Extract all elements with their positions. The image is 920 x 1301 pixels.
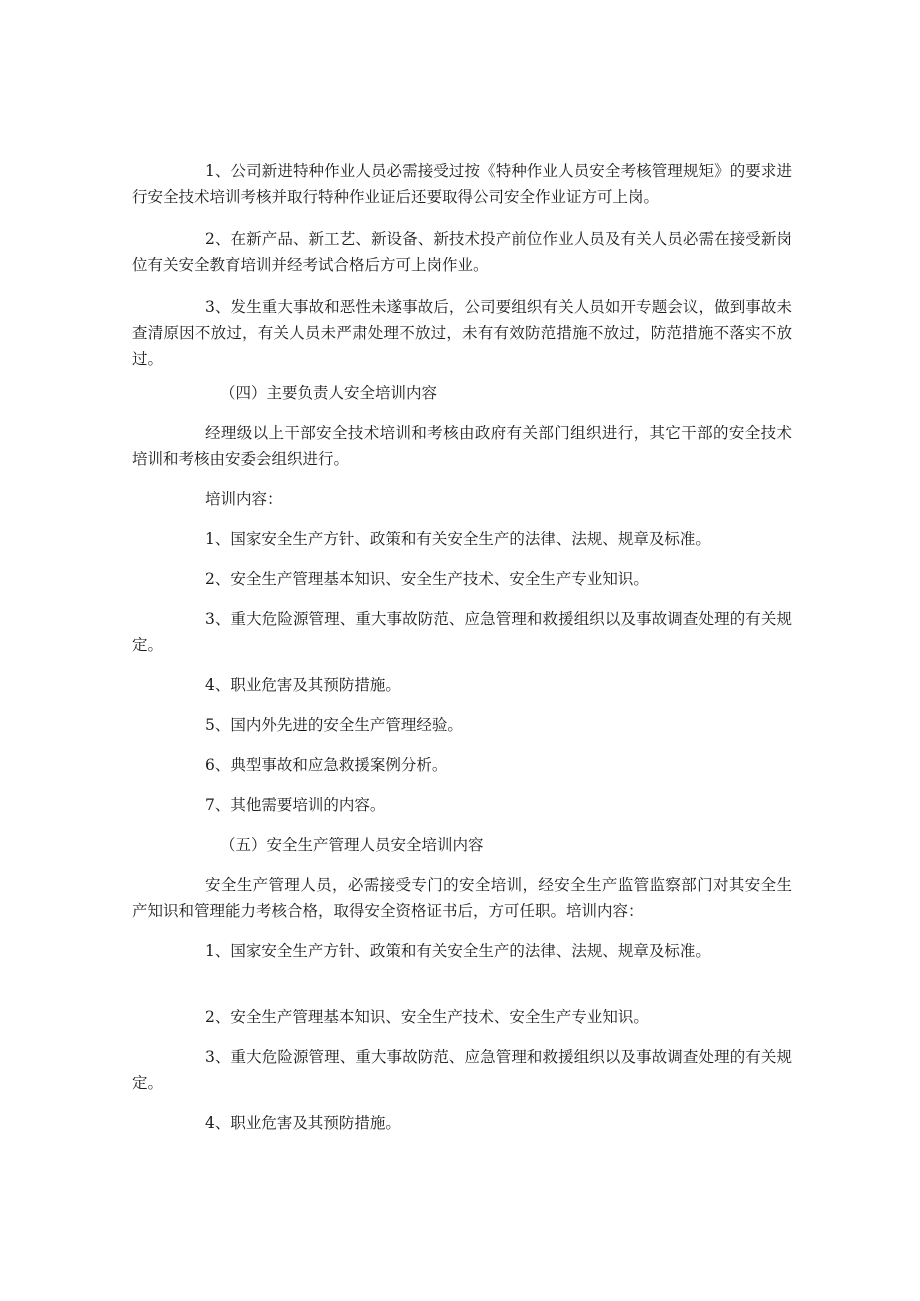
section-four-intro: 经理级以上干部安全技术培训和考核由政府有关部门组织进行，其它干部的安全技术培训和考核由安委会组织进行。 [132,424,792,468]
section-four-item-4: 4、职业危害及其预防措施。 [205,676,401,694]
section-four-item-2: 2、安全生产管理基本知识、安全生产技术、安全生产专业知识。 [205,570,649,588]
section-four-content-label: 培训内容： [205,490,283,508]
section-five-item-3: 3、重大危险源管理、重大事故防范、应急管理和救援组织以及事故调查处理的有关规定。 [132,1048,792,1092]
paragraph-s3-item-2: 2、在新产品、新工艺、新设备、新技术投产前位作业人员及有关人员必需在接受新岗位有关安全教育培训并经考试合格后方可上岗作业。 [132,230,792,274]
section-five-intro: 安全生产管理人员，必需接受专门的安全培训，经安全生产监管监察部门对其安全生产知识和管理能力考核合格，取得安全资格证书后，方可任职。培训内容： [132,876,792,920]
section-four-item-1: 1、国家安全生产方针、政策和有关安全生产的法律、法规、规章及标准。 [205,530,711,548]
section-five-item-1: 1、国家安全生产方针、政策和有关安全生产的法律、法规、规章及标准。 [205,942,711,960]
section-five-item-4: 4、职业危害及其预防措施。 [205,1114,401,1132]
section-four-item-3: 3、重大危险源管理、重大事故防范、应急管理和救援组织以及事故调查处理的有关规定。 [132,610,792,654]
section-four-item-5: 5、国内外先进的安全生产管理经验。 [205,716,463,734]
section-four-item-7: 7、其他需要培训的内容。 [205,796,386,814]
section-five-item-2: 2、安全生产管理基本知识、安全生产技术、安全生产专业知识。 [205,1008,649,1026]
section-five-heading: （五）安全生产管理人员安全培训内容 [220,836,484,854]
paragraph-s3-item-3: 3、发生重大事故和恶性未遂事故后，公司要组织有关人员如开专题会议，做到事故未查清原因不放过，有关人员未严肃处理不放过，未有有效防范措施不放过，防范措施不落实不放过。 [132,298,792,368]
paragraph-s3-item-1: 1、公司新进特种作业人员必需接受过按《特种作业人员安全考核管理规矩》的要求进行安全技术培训考核并取行特种作业证后还要取得公司安全作业证方可上岗。 [132,162,792,206]
section-four-item-6: 6、典型事故和应急救援案例分析。 [205,756,448,774]
section-four-heading: （四）主要负责人安全培训内容 [220,384,438,402]
